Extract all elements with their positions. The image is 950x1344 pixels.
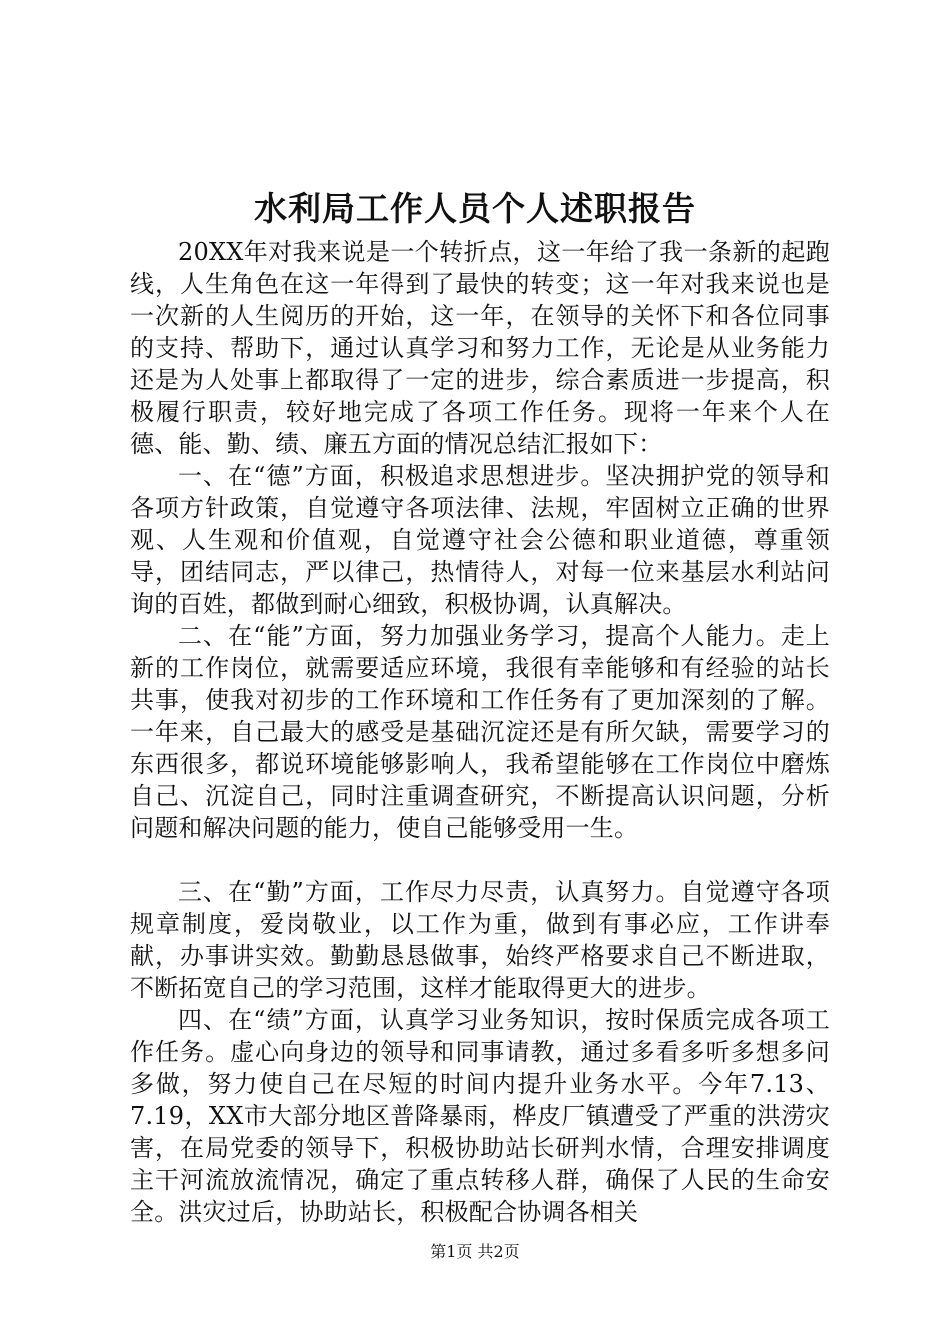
- page-footer: 第1页 共2页: [430, 1242, 520, 1261]
- paragraph-neng: 二、在“能”方面，努力加强业务学习，提高个人能力。走上新的工作岗位，就需要适应环境，我很有幸能够和有经验的站长共事，使我对初步的工作环境和工作任务有了更加深刻的了解。一年来，自己最大的感受是基础沉淀还是有所欠缺，需要学习的东西很多，都说环境能够影响人，我希望能够在工作岗位中磨炼自己、沉淀自己，同时注重调查研究，不断提高认识问题，分析问题和解决问题的能力，使自己能够受用一生。: [130, 622, 830, 842]
- document-title: 水利局工作人员个人述职报告: [254, 189, 696, 228]
- paragraph-intro: 20XX年对我来说是一个转折点，这一年给了我一条新的起跑线，人生角色在这一年得到了最快的转变；这一年对我来说也是一次新的人生阅历的开始，这一年，在领导的关怀下和各位同事的支持、帮助下，通过认真学习和努力工作，无论是从业务能力还是为人处事上都取得了一定的进步，综合素质进一步提高，积极履行职责，较好地完成了各项工作任务。现将一年来个人在德、能、勤、绩、廉五方面的情况总结汇报如下：: [130, 238, 830, 458]
- document-body: [130, 236, 830, 1228]
- paragraph-ji: 四、在“绩”方面，认真学习业务知识，按时保质完成各项工作任务。虚心向身边的领导和同事请教，通过多看多听多想多问多做，努力使自己在尽短的时间内提升业务水平。今年7.13、7.19，XX市大部分地区普降暴雨，桦皮厂镇遭受了严重的洪涝灾害，在局党委的领导下，积极协助站长研判水情，合理安排调度主干河流放流情况，确定了重点转移人群，确保了人民的生命安全。洪灾过后，协助站长，积极配合协调各相关: [130, 1006, 830, 1226]
- paragraph-spacer: [130, 844, 830, 876]
- paragraph-de: 一、在“德”方面，积极追求思想进步。坚决拥护党的领导和各项方针政策，自觉遵守各项法律、法规，牢固树立正确的世界观、人生观和价值观，自觉遵守社会公德和职业道德，尊重领导，团结同志，严以律己，热情待人，对每一位来基层水利站问询的百姓，都做到耐心细致，积极协调，认真解决。: [130, 462, 830, 618]
- paragraph-qin: 三、在“勤”方面，工作尽力尽责，认真努力。自觉遵守各项规章制度，爱岗敬业，以工作为重，做到有事必应，工作讲奉献，办事讲实效。勤勤恳恳做事，始终严格要求自己不断进取，不断拓宽自己的学习范围，这样才能取得更大的进步。: [130, 878, 830, 1002]
